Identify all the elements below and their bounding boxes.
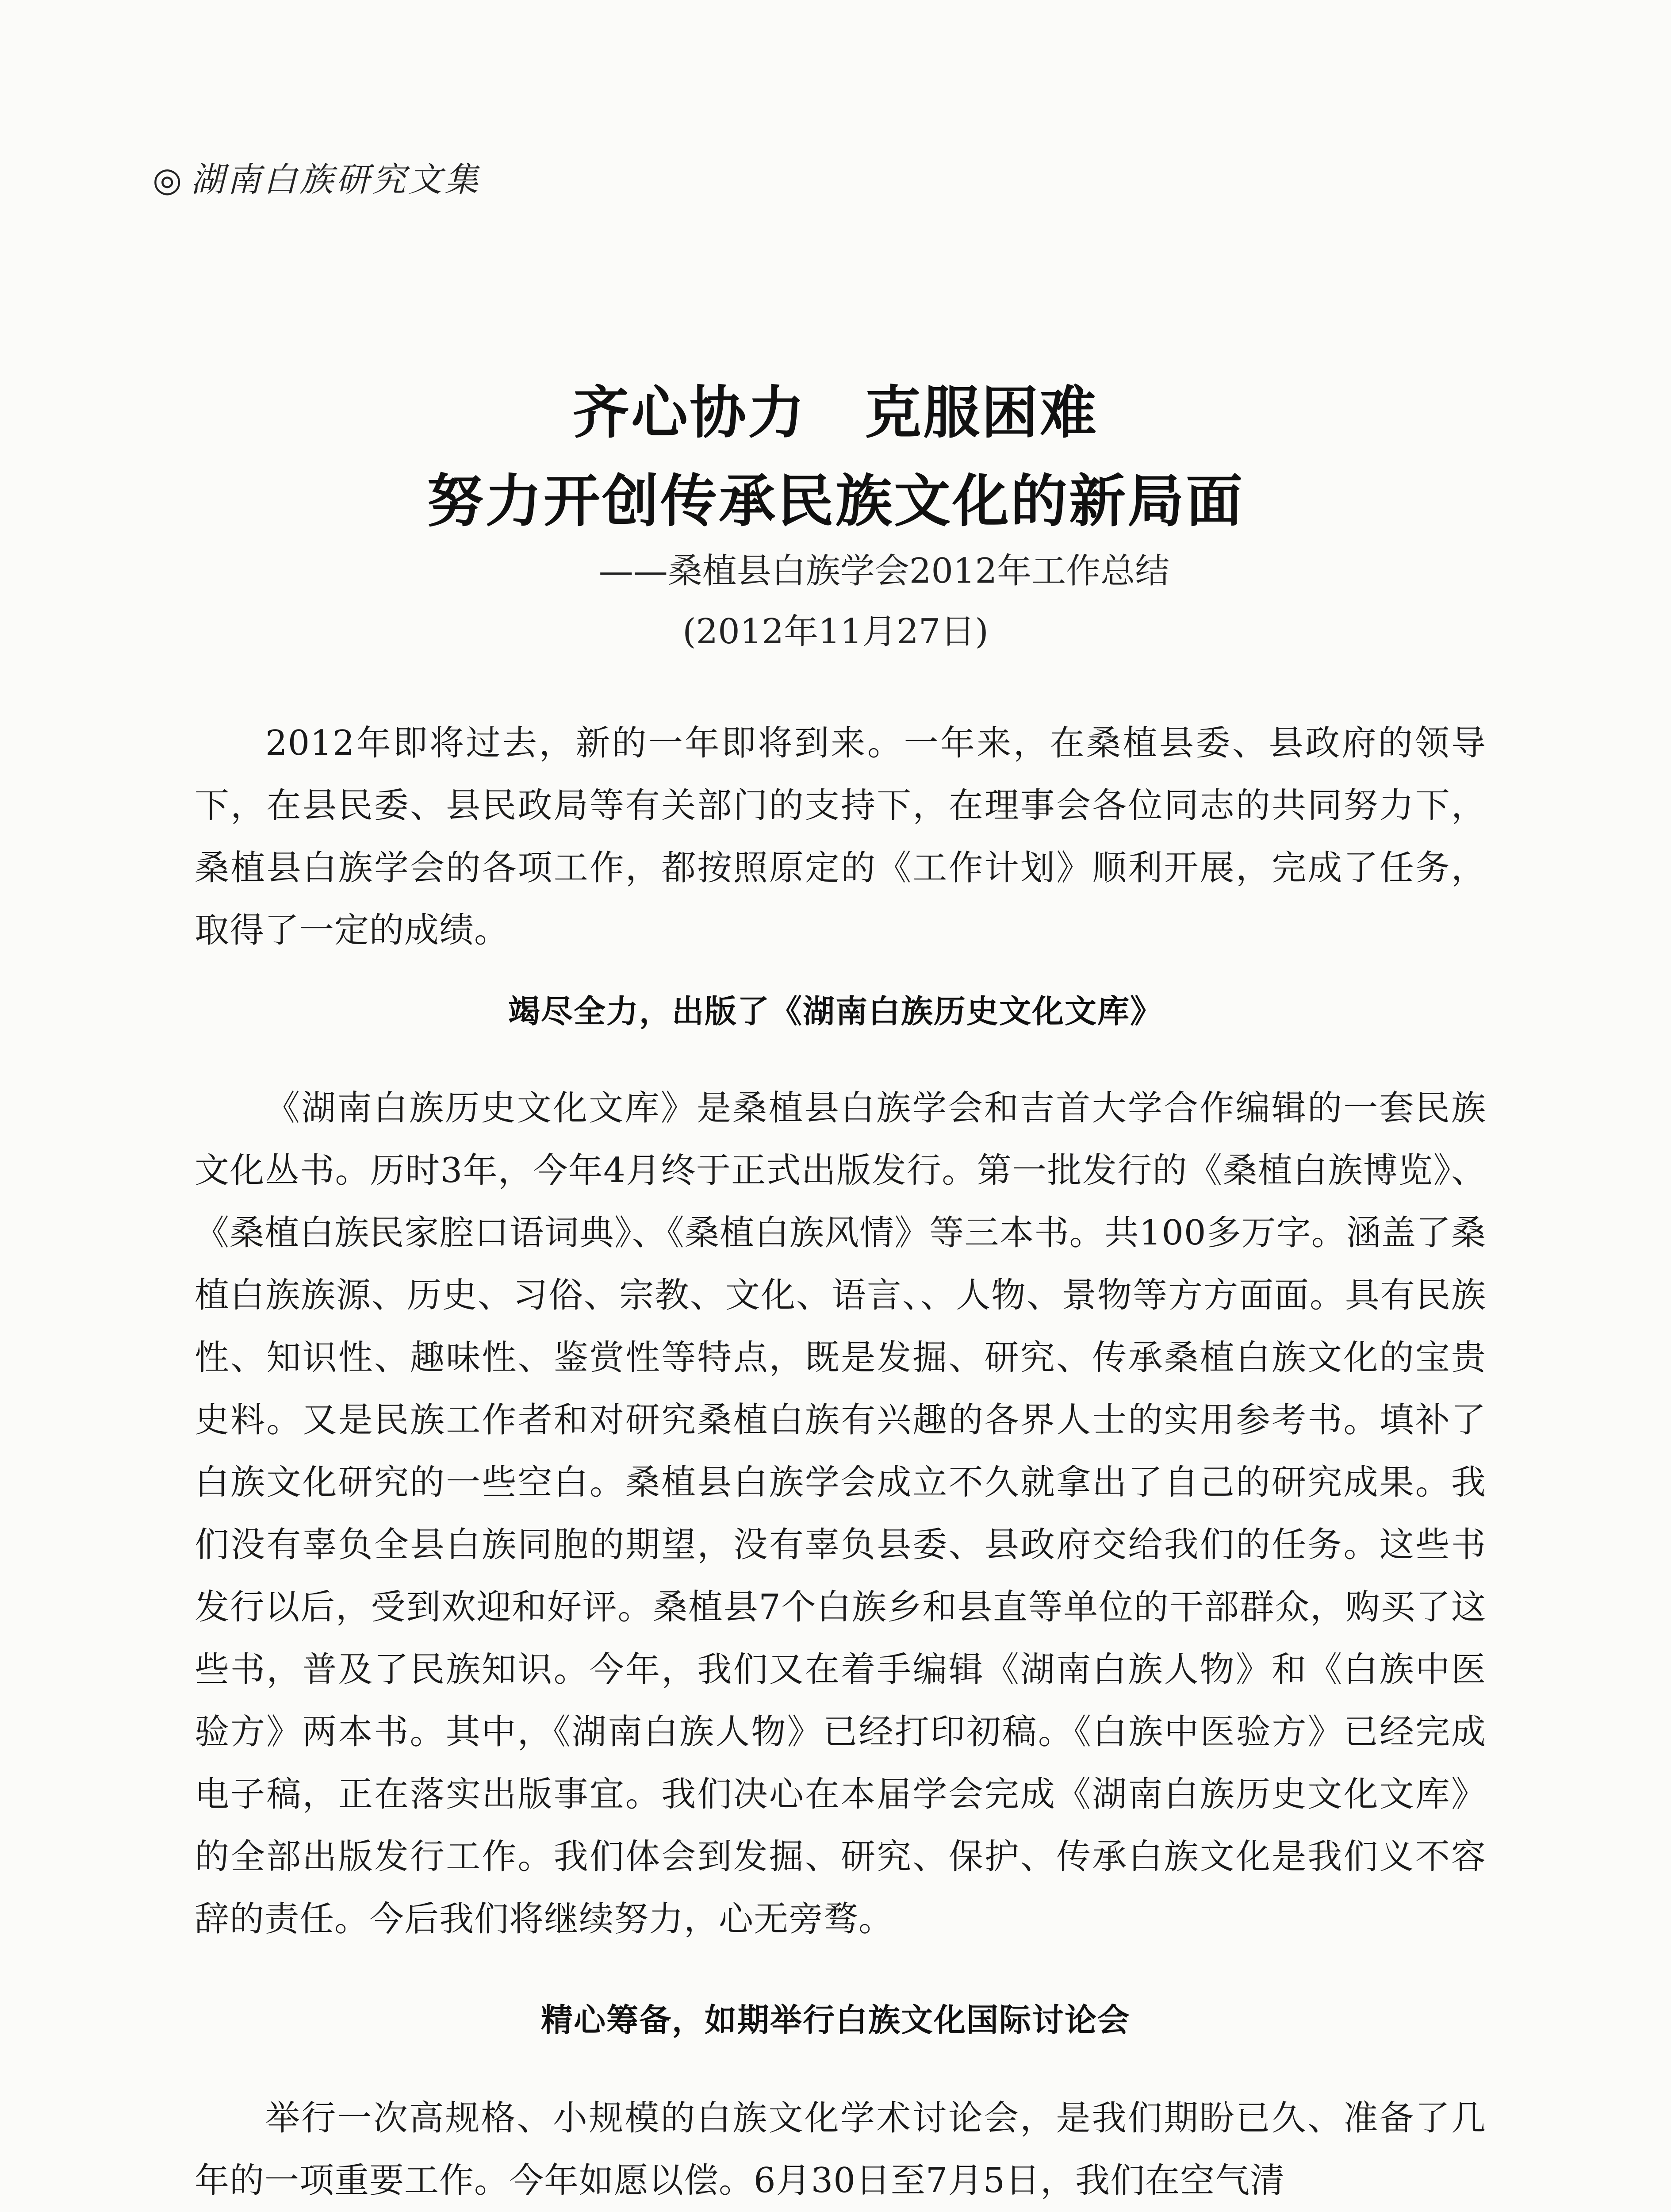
article-subtitle: ——桑植县白族学会2012年工作总结 (598, 551, 1170, 591)
article-title-line-2: 努力开创传承民族文化的新局面 (426, 469, 1244, 534)
header-circle-icon: ◎ (153, 160, 185, 199)
header-book-title: 湖南白族研究文集 (191, 160, 481, 199)
article-date: (2012年11月27日) (682, 612, 989, 652)
article-title-line-1: 齐心协力 克服困难 (572, 380, 1098, 446)
intro-paragraph: 2012年即将过去，新的一年即将到来。一年来，在桑植县委、县政府的领导下，在县民委、县民政局等有关部门的支持下，在理事会各位同志的共同努力下，桑植县白族学会的各项工作，都按照原定的《工作计划》顺利开展，完成了任务，取得了一定的成绩。 (195, 723, 1486, 950)
publication-paragraph: 《湖南白族历史文化文库》是桑植县白族学会和吉首大学合作编辑的一套民族文化丛书。历时3年，今年4月终于正式出版发行。第一批发行的《桑植白族博览》、《桑植白族民家腔口语词典》、《桑植白族风情》等三本书。共100多万字。涵盖了桑植白族族源、历史、习俗、宗教、文化、语言、、人物、景物等方方面面。具有民族性、知识性、趣味性、鉴赏性等特点，既是发掘、研究、传承桑植白族文化的宝贵史料。又是民族工作者和对研究桑植白族有兴趣的各界人士的实用参考书。填补了白族文化研究的一些空白。桑植县白族学会成立不久就拿出了自己的研究成果。我们没有辜负全县白族同胞的期望，没有辜负县委、县政府交给我们的任务。这些书发行以后，受到欢迎和好评。桑植县7个白族乡和县直等单位的干部群众，购买了这些书，普及了民族知识。今年，我们又在着手编辑《湖南白族人物》和《白族中医验方》两本书。其中，《湖南白族人物》已经打印初稿。《白族中医验方》已经完成电子稿，正在落实出版事宜。我们决心在本届学会完成《湖南白族历史文化文库》的全部出版发行工作。我们体会到发掘、研究、保护、传承白族文化是我们义不容辞的责任。今后我们将继续努力，心无旁骛。 (195, 1088, 1486, 1939)
symposium-paragraph: 举行一次高规格、小规模的白族文化学术讨论会，是我们期盼已久、准备了几年的一项重要工作。今年如愿以偿。6月30日至7月5日，我们在空气清 (195, 2098, 1486, 2200)
section-heading-symposium: 精心筹备，如期举行白族文化国际讨论会 (540, 2001, 1130, 2039)
section-heading-publication: 竭尽全力，出版了《湖南白族历史文化文库》 (508, 993, 1163, 1030)
running-header (153, 153, 481, 201)
